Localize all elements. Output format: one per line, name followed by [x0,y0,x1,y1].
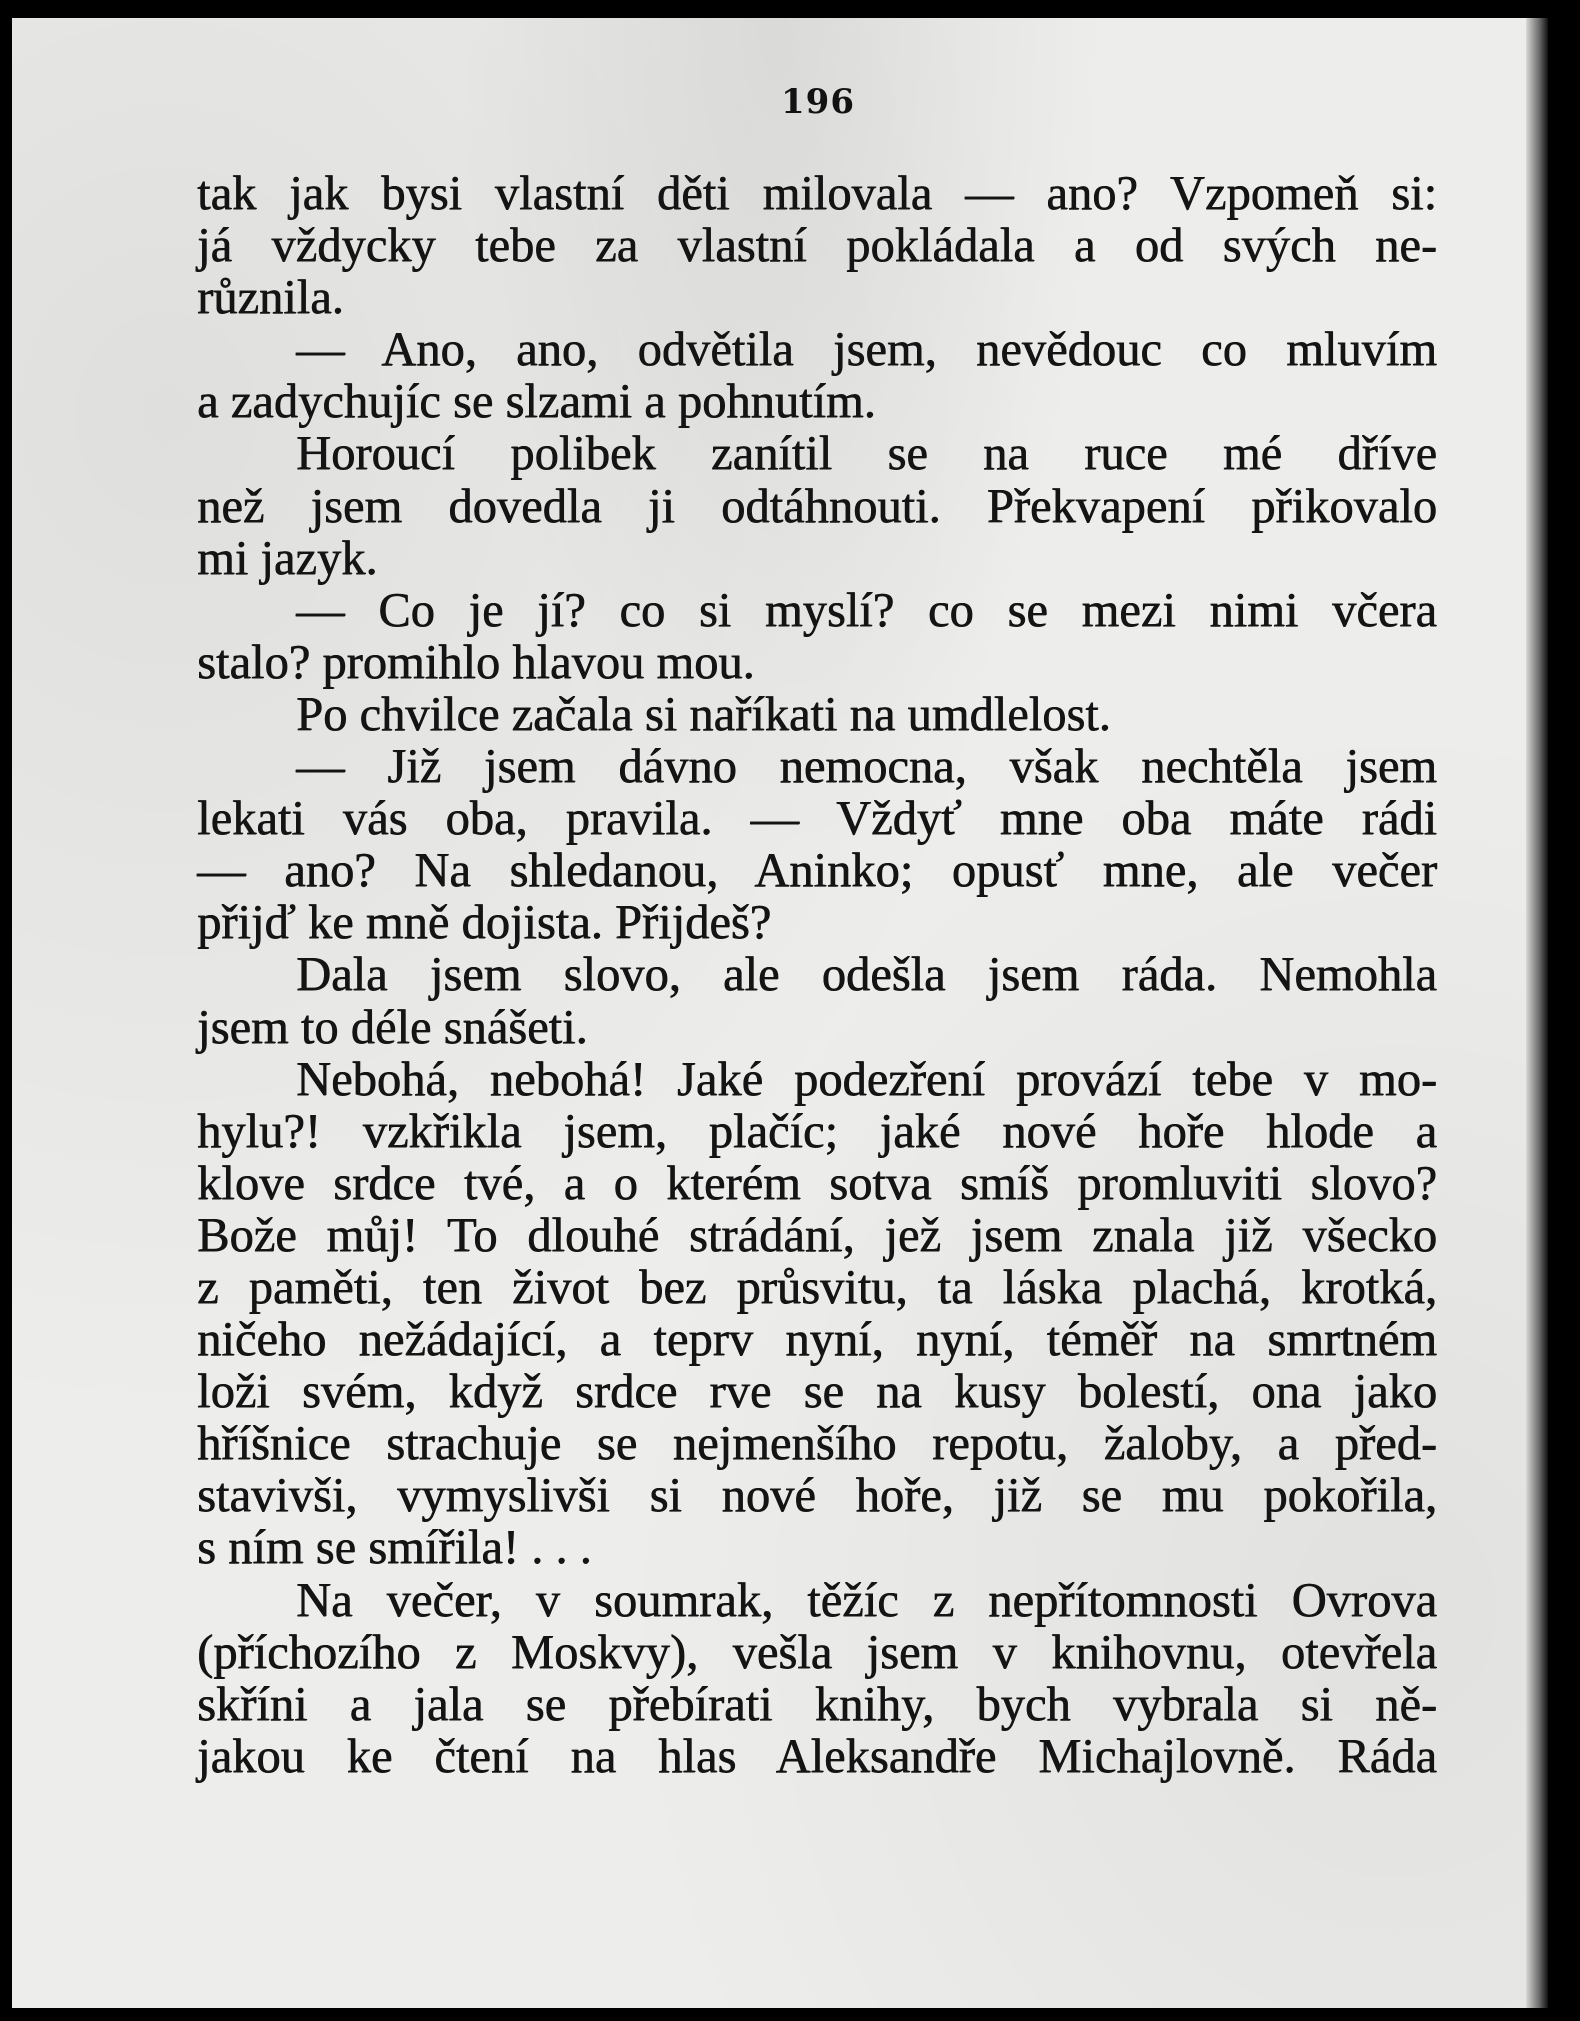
page-edge-shadow [1526,18,1548,2008]
text-line: lekati vás oba, pravila. — Vždyť mne oba máte rádi [197,792,1437,846]
text-line: klove srdce tvé, a o kterém sotva smíš promluviti slovo? [197,1156,1437,1210]
text-line: tak jak bysi vlastní děti milovala — ano? Vzpomeň si: [197,167,1437,220]
text-line: (příchozího z Moskvy), vešla jsem v knihovnu, otevřela [197,1625,1437,1679]
text-line: Horoucí polibek zanítil se na ruce mé dříve [296,427,1437,481]
text-line: loži svém, když srdce rve se na kusy bolestí, ona jako [197,1365,1437,1419]
page-number: 196 [781,82,855,122]
text-line: já vždycky tebe za vlastní pokládala a od svých ne- [197,219,1437,273]
text-line: Po chvilce začala si naříkati na umdlelost. [296,687,1111,741]
text-line: Dala jsem slovo, ale odešla jsem ráda. Nemohla [296,948,1437,1002]
body-text [197,168,1437,1783]
text-line: hříšnice strachuje se nejmenšího repotu, žaloby, a před- [197,1417,1437,1471]
text-line: — Ano, ano, odvětila jsem, nevědouc co mluvím [296,323,1437,377]
text-line: hylu?! vzkřikla jsem, plačíc; jaké nové hoře hlode a [197,1104,1437,1158]
text-line: — Již jsem dávno nemocna, však nechtěla jsem [296,740,1437,794]
text-line: přijď ke mně dojista. Přijdeš? [197,896,772,950]
text-line: jakou ke čtení na hlas Aleksandře Michajlovně. Ráda [197,1729,1437,1783]
text-line: s ním se smířila! . . . [197,1521,592,1575]
text-line: — ano? Na shledanou, Aninko; opusť mne, ale večer [197,844,1437,898]
text-line: Nebohá, nebohá! Jaké podezření provází tebe v mo- [296,1052,1437,1106]
text-line: z paměti, ten život bez průsvitu, ta láska plachá, krotká, [197,1260,1437,1314]
text-line: mi jazyk. [197,531,378,585]
text-line: stalo? promihlo hlavou mou. [197,635,755,689]
text-line: různila. [197,271,344,325]
text-line: — Co je jí? co si myslí? co se mezi nimi včera [296,583,1437,637]
text-line: ničeho nežádající, a teprv nyní, nyní, téměř na smrtném [197,1313,1437,1367]
text-line: než jsem dovedla ji odtáhnouti. Překvapení přikovalo [197,479,1437,533]
text-line: a zadychujíc se slzami a pohnutím. [197,375,876,429]
text-line: stavivši, vymyslivši si nové hoře, již se mu pokořila, [197,1469,1437,1523]
text-line: skříni a jala se přebírati knihy, bych vybrala si ně- [197,1677,1437,1731]
text-line: Bože můj! To dlouhé strádání, jež jsem znala již všecko [197,1208,1437,1262]
text-line: jsem to déle snášeti. [197,1000,588,1054]
text-line: Na večer, v soumrak, těžíc z nepřítomnosti Ovrova [296,1573,1437,1627]
